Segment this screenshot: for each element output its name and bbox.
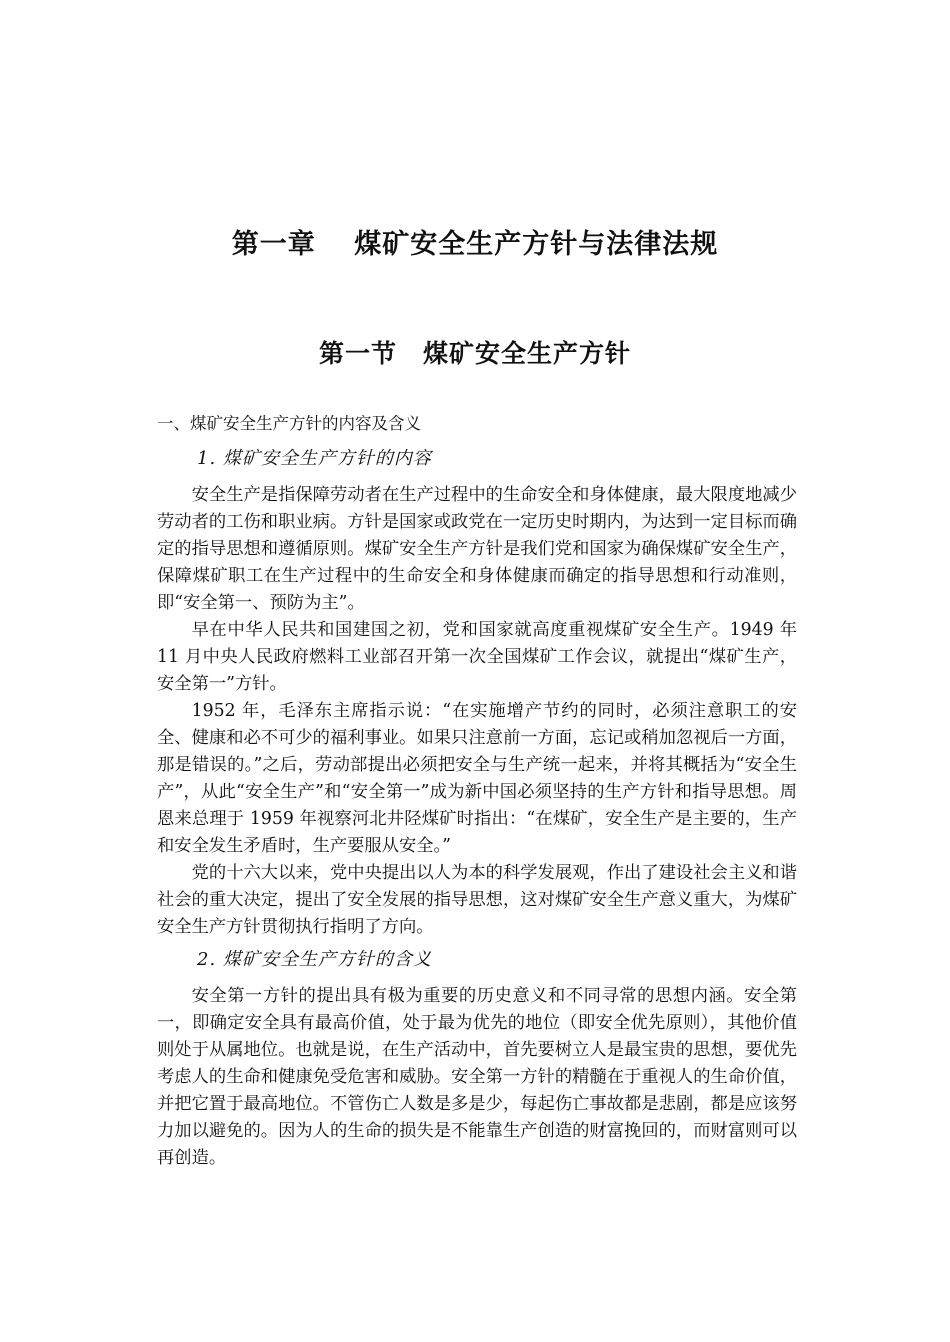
heading-level-1: 一、煤矿安全生产方针的内容及含义 — [157, 414, 421, 433]
section-title: 第一节 煤矿安全生产方针 — [318, 339, 631, 368]
subsection-2-heading: 2. 煤矿安全生产方针的含义 — [197, 949, 432, 970]
paragraph: 党的十六大以来，党中央提出以人为本的科学发展观，作出了建设社会主义和谐社会的重大决定，提出了安全发展的指导思想，这对煤矿安全生产意义重大，为煤矿安全生产方针贯彻执行指明了方向。 — [157, 863, 797, 937]
chapter-title: 第一章 煤矿安全生产方针与法律法规 — [231, 229, 719, 260]
paragraph: 安全生产是指保障劳动者在生产过程中的生命安全和身体健康，最大限度地减少劳动者的工伤和职业病。方针是国家或政党在一定历史时期内，为达到一定目标而确定的指导思想和遵循原则。煤矿安全生产方针是我们党和国家为确保煤矿安全生产，保障煤矿职工在生产过程中的生命安全和身体健康而确定的指导思想和行动准则，即“安全第一、预防为主”。 — [157, 485, 797, 613]
document-body — [157, 408, 797, 1172]
paragraph: 安全第一方针的提出具有极为重要的历史意义和不同寻常的思想内涵。安全第一，即确定安全具有最高价值，处于最为优先的地位（即安全优先原则），其他价值则处于从属地位。也就是说，在生产活动中，首先要树立人是最宝贵的思想，要优先考虑人的生命和健康免受危害和威胁。安全第一方针的精髓在于重视人的生命价值，并把它置于最高地位。不管伤亡人数是多是少，每起伤亡事故都是悲剧，都是应该努力加以避免的。因为人的生命的损失是不能靠生产创造的财富挽回的，而财富则可以再创造。 — [157, 986, 797, 1168]
paragraph: 早在中华人民共和国建国之初，党和国家就高度重视煤矿安全生产。1949 年 11 月中央人民政府燃料工业部召开第一次全国煤矿工作会议，就提出“煤矿生产，安全第一”方针。 — [157, 620, 797, 694]
paragraph: 1952 年，毛泽东主席指示说：“在实施增产节约的同时，必须注意职工的安全、健康和必不可少的福利事业。如果只注意前一方面，忘记或稍加忽视后一方面，那是错误的。”之后，劳动部提出必须把安全与生产统一起来，并将其概括为“安全生产”，从此“安全生产”和“安全第一”成为新中国必须坚持的生产方针和指导思想。周恩来总理于 1959 年视察河北井陉煤矿时指出：“在煤矿，安全生产是主要的，生产和安全发生矛盾时，生产要服从安全。” — [157, 701, 797, 856]
subsection-1-heading: 1. 煤矿安全生产方针的内容 — [197, 448, 432, 469]
